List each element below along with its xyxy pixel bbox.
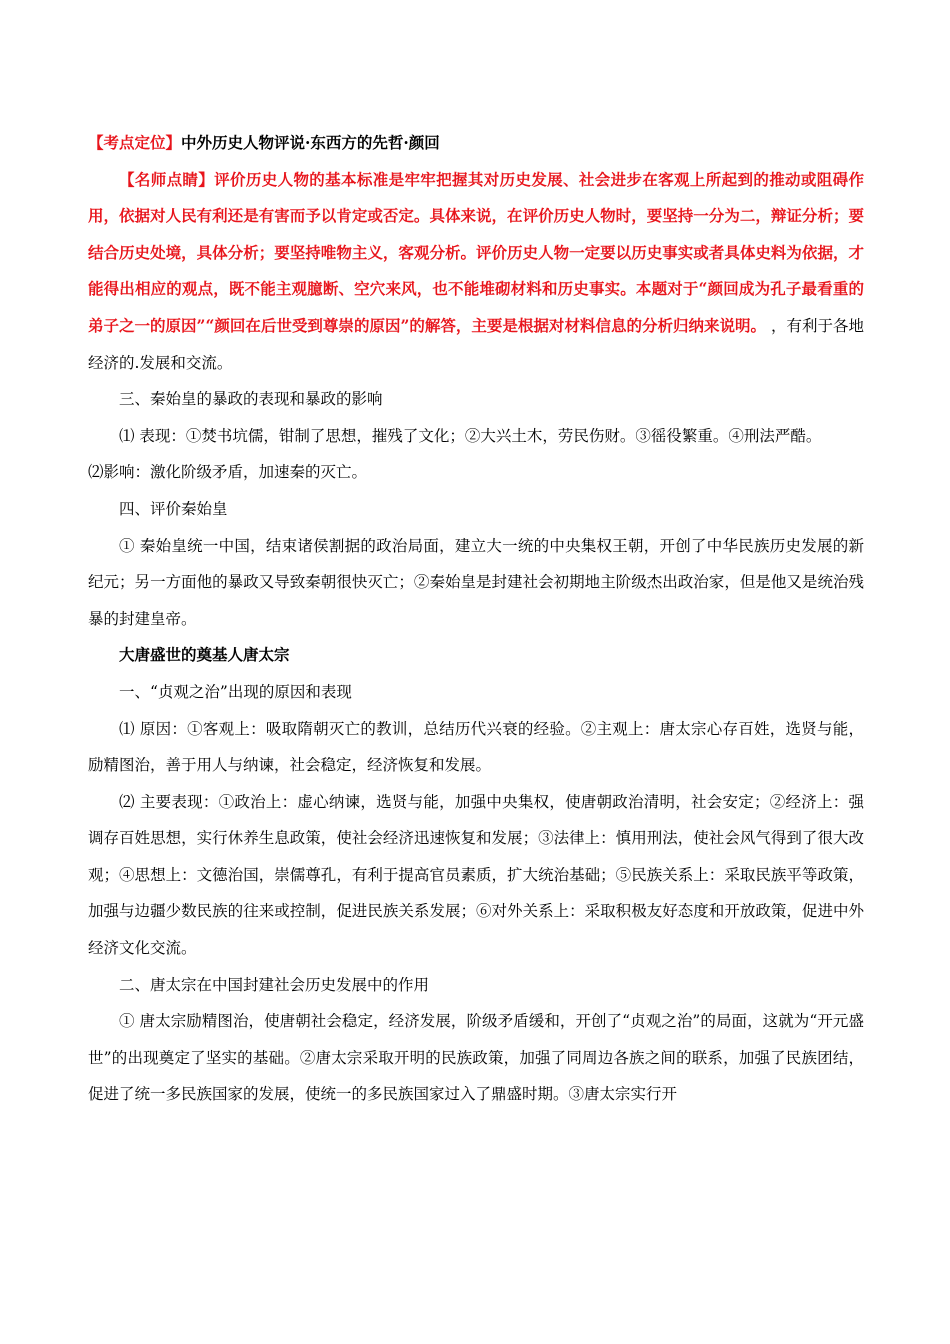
- qin-biaoxian: ⑴ 表现：①焚书坑儒，钳制了思想，摧残了文化；②大兴土木，劳民伤财。③徭役繁重。④刑法严酷。: [119, 426, 822, 445]
- kaodian-line: [88, 125, 864, 162]
- qin-eval-heading: 四、评价秦始皇: [119, 499, 228, 518]
- qin-heading: 三、秦始皇的暴政的表现和暴政的影响: [119, 390, 383, 409]
- qin-yingxiang: ⑵影响：激化阶级矛盾，加速秦的灭亡。: [88, 463, 368, 482]
- kaodian-text: 中外历史人物评说·东西方的先哲·颜回: [181, 133, 440, 152]
- tang-heading-1: 一、“贞观之治”出现的原因和表现: [119, 682, 352, 701]
- tang-title: 大唐盛世的奠基人唐太宗: [119, 645, 290, 665]
- qin-eval-text: ① 秦始皇统一中国，结束诸侯割据的政治局面，建立大一统的中央集权王朝，开创了中华民族历史发展的新纪元；另一方面他的暴政又导致秦朝很快灭亡；②秦始皇是封建社会初期地主阶级杰出政治家，但是他又是统治残暴的封建皇帝。: [88, 536, 864, 628]
- mingshi-tail: ，有利于各地经济的.发展和交流。: [88, 316, 864, 372]
- mingshi-label: 【名师点睛】: [119, 169, 215, 189]
- tang-heading-2: 二、唐太宗在中国封建社会历史发展中的作用: [119, 975, 430, 994]
- tang-role: ① 唐太宗励精图治，使唐朝社会稳定，经济发展，阶级矛盾缓和，开创了“贞观之治”的局面，这就为“开元盛世”的出现奠定了坚实的基础。②唐太宗采取开明的民族政策，加强了同周边各族之间的联系，加强了民族团结，促进了统一多民族国家的发展，使统一的多民族国家过入了鼎盛时期。③唐太宗实行开: [88, 1012, 864, 1104]
- tang-main: ⑵ 主要表现：①政治上：虚心纳谏，选贤与能，加强中央集权，使唐朝政治清明，社会安定；②经济上：强调存百姓思想，实行休养生息政策，使社会经济迅速恢复和发展；③法律上：慎用刑法，使社会风气得到了很大改观；④思想上：文德治国，崇儒尊孔，有利于提高官员素质，扩大统治基础；⑤民族关系上：采取民族平等政策，加强与边疆少数民族的往来或控制，促进民族关系发展；⑥对外关系上：采取积极友好态度和开放政策，促进中外经济文化交流。: [88, 792, 864, 958]
- document-body: [88, 125, 864, 1113]
- kaodian-label: 【考点定位】: [88, 133, 182, 152]
- tang-reason: ⑴ 原因：①客观上：吸取隋朝灭亡的教训，总结历代兴衰的经验。②主观上：唐太宗心存百姓，选贤与能，励精图治，善于用人与纳谏，社会稳定，经济恢复和发展。: [88, 719, 864, 775]
- mingshi-paragraph: [88, 162, 864, 382]
- mingshi-text: 评价历史人物的基本标准是牢牢把握其对历史发展、社会进步在客观上所起到的推动或阻碍作用，依据对人民有利还是有害而予以肯定或否定。具体来说，在评价历史人物时，要坚持一分为二，辩证分析；要结合历史处境，具体分析；要坚持唯物主义，客观分析。评价历史人物一定要以历史事实或者具体史料为依据，才能得出相应的观点，既不能主观臆断、空穴来风，也不能堆砌材料和历史事实。本题对于“颜回成为孔子最看重的弟子之一的原因”“颜回在后世受到尊崇的原因”的解答，主要是根据对材料信息的分析归纳来说明。: [88, 169, 864, 335]
